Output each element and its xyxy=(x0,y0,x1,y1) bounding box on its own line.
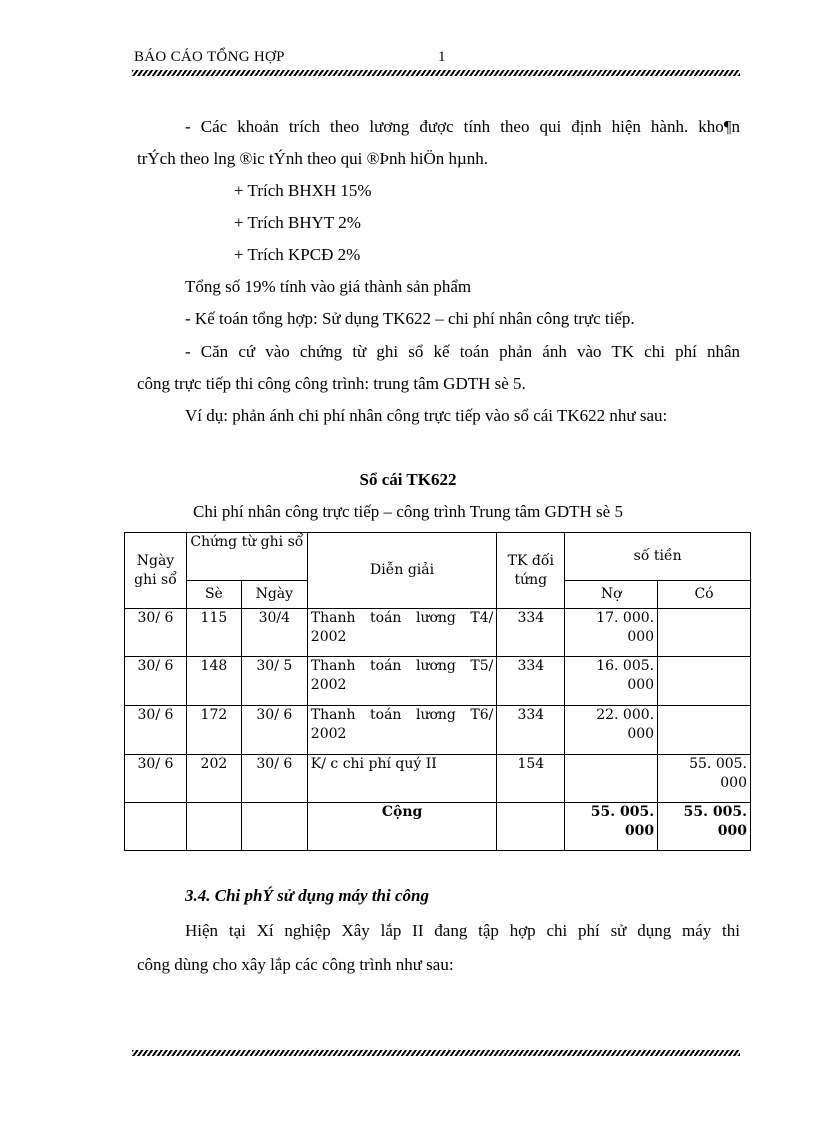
section-paragraph-line-2: công dùng cho xây lắp các công trình như sau: xyxy=(137,955,454,974)
header-date: Ngày ghi sổ xyxy=(125,533,187,609)
cell-date: 30/ 6 xyxy=(125,609,187,657)
cell-debit: 17. 000. 000 xyxy=(565,609,658,657)
header-title: BÁO CÁO TỔNG HỢP xyxy=(134,49,285,65)
cell-description: Thanh toán lương T4/ 2002 xyxy=(307,609,497,657)
cell-voucher-no: 172 xyxy=(186,706,241,755)
cell-date: 30/ 6 xyxy=(125,657,187,706)
cell-description: K/ c chi phí quý II xyxy=(307,755,497,803)
empty-cell xyxy=(241,803,307,851)
table-row xyxy=(125,755,751,803)
cell-debit: 16. 005. 000 xyxy=(565,657,658,706)
paragraph-2: Tổng số 19% tính vào giá thành sản phẩm xyxy=(185,277,472,296)
cell-voucher-no: 202 xyxy=(186,755,241,803)
page-number: 1 xyxy=(438,49,446,65)
header-voucher-no: Sè xyxy=(186,581,241,609)
table-row xyxy=(125,706,751,755)
table-row xyxy=(125,609,751,657)
cell-voucher-no: 148 xyxy=(186,657,241,706)
cell-credit xyxy=(658,609,751,657)
section-heading: 3.4. Chi phÝ sử dụng máy thi công xyxy=(185,886,429,905)
ledger-subtitle: Chi phí nhân công trực tiếp – công trình Trung tâm GDTH sè 5 xyxy=(193,502,623,521)
cell-date: 30/ 6 xyxy=(125,755,187,803)
cell-voucher-date: 30/ 6 xyxy=(241,755,307,803)
header-account: TK đối tứng xyxy=(497,533,565,609)
section-paragraph-line-1: Hiện tại Xí nghiệp Xây lắp II đang tập hợp chi phí sử dụng máy thi xyxy=(185,921,740,940)
empty-cell xyxy=(497,803,565,851)
header-voucher-date: Ngày xyxy=(241,581,307,609)
cell-account: 334 xyxy=(497,706,565,755)
cell-voucher-date: 30/ 5 xyxy=(241,657,307,706)
bullet-kpcd: + Trích KPCĐ 2% xyxy=(234,245,361,264)
cell-account: 334 xyxy=(497,609,565,657)
paragraph-4-line-2: công trực tiếp thi công công trình: trung tâm GDTH sè 5. xyxy=(137,374,526,393)
cell-credit: 55. 005. 000 xyxy=(658,755,751,803)
cell-account: 334 xyxy=(497,657,565,706)
ledger-title: Sổ cái TK622 xyxy=(359,470,457,489)
cell-debit: 22. 000. 000 xyxy=(565,706,658,755)
header-amount: số tiền xyxy=(565,533,751,581)
paragraph-1-line-2: trÝch theo lng ®ic tÝnh theo qui ®Þnh hiÖn hµnh. xyxy=(137,149,489,168)
header-voucher: Chứng từ ghi sổ xyxy=(186,533,307,581)
cell-voucher-date: 30/4 xyxy=(241,609,307,657)
total-debit: 55. 005. 000 xyxy=(565,803,658,851)
total-credit: 55. 005. 000 xyxy=(658,803,751,851)
ledger-table xyxy=(124,532,751,851)
header-divider xyxy=(132,70,740,76)
header-description: Diễn giải xyxy=(307,533,497,609)
paragraph-4-line-1: - Căn cứ vào chứng từ ghi sổ kế toán phản ánh vào TK chi phí nhân xyxy=(185,342,740,361)
cell-credit xyxy=(658,706,751,755)
empty-cell xyxy=(186,803,241,851)
bullet-bhyt: + Trích BHYT 2% xyxy=(234,213,361,232)
paragraph-5: Ví dụ: phản ánh chi phí nhân công trực tiếp vào sổ cái TK622 như sau: xyxy=(185,406,668,425)
cell-description: Thanh toán lương T5/ 2002 xyxy=(307,657,497,706)
cell-voucher-no: 115 xyxy=(186,609,241,657)
cell-voucher-date: 30/ 6 xyxy=(241,706,307,755)
header-debit: Nợ xyxy=(565,581,658,609)
cell-debit xyxy=(565,755,658,803)
paragraph-1-line-1: - Các khoản trích theo lương được tính theo qui định hiện hành. kho¶n xyxy=(185,117,740,136)
cell-credit xyxy=(658,657,751,706)
empty-cell xyxy=(125,803,187,851)
cell-description: Thanh toán lương T6/ 2002 xyxy=(307,706,497,755)
footer-divider xyxy=(132,1050,740,1056)
table-total-row xyxy=(125,803,751,851)
paragraph-3: - Kế toán tổng hợp: Sử dụng TK622 – chi phí nhân công trực tiếp. xyxy=(185,309,635,328)
bullet-bhxh: + Trích BHXH 15% xyxy=(234,181,372,200)
header-credit: Có xyxy=(658,581,751,609)
cell-account: 154 xyxy=(497,755,565,803)
total-label: Cộng xyxy=(307,803,497,851)
cell-date: 30/ 6 xyxy=(125,706,187,755)
table-row xyxy=(125,657,751,706)
